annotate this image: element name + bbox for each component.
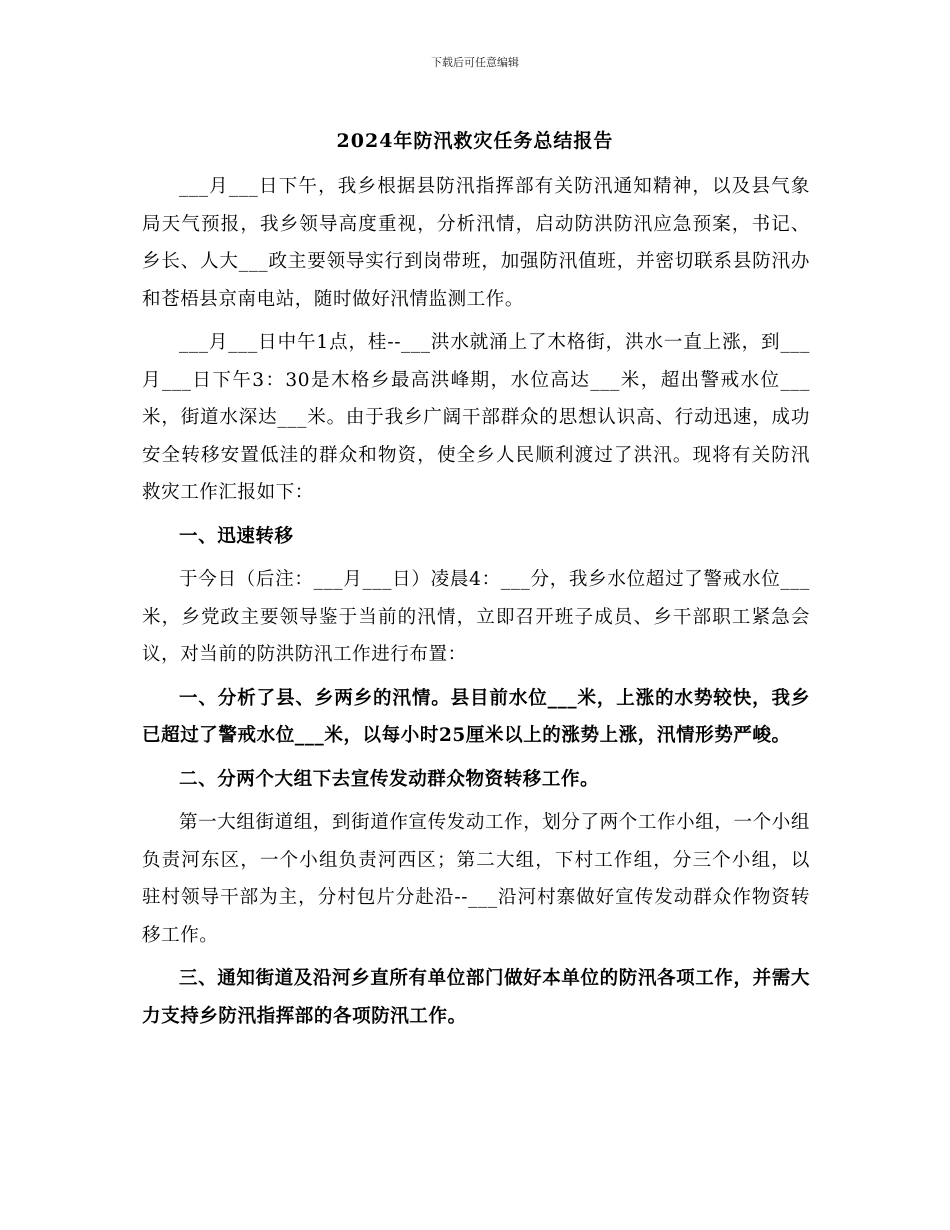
paragraph-group-details: 第一大组街道组，到街道作宣传发动工作，划分了两个工作小组，一个小组负责河东区，一个小组负责河西区；第二大组，下村工作组，分三个小组，以驻村领导干部为主，分村包片分赴沿--___沿河村寨做好宣传发动群众作物资转移工作。 [142,812,810,946]
paragraph-intro: ___月___日下午，我乡根据县防汛指挥部有关防汛通知精神，以及县气象局天气预报，我乡领导高度重视，分析汛情，启动防洪防汛应急预案，书记、乡长、人大___政主要领导实行到岗带班，加强防汛值班，并密切联系县防汛办和苍梧县京南电站，随时做好汛情监测工作。 [142,176,810,310]
header-note: 下载后可任意编辑 [431,56,519,69]
document-title: 2024年防汛救灾任务总结报告 [336,130,614,152]
document-body [142,168,810,1041]
section-heading-transfer: 一、迅速转移 [179,525,294,547]
paragraph-emergency-meeting: 于今日（后注：___月___日）凌晨4：___分，我乡水位超过了警戒水位___米，乡党政主要领导鉴于当前的汛情，立即召开班子成员、乡干部职工紧急会议，对当前的防洪防汛工作进行布置： [142,569,810,665]
paragraph-analysis: 一、分析了县、乡两乡的汛情。县目前水位___米，上涨的水势较快，我乡已超过了警戒水位___米，以每小时25厘米以上的涨势上涨，汛情形势严峻。 [142,687,810,746]
paragraph-two-groups: 二、分两个大组下去宣传发动群众物资转移工作。 [179,768,600,790]
paragraph-notify-units: 三、通知街道及沿河乡直所有单位部门做好本单位的防汛各项工作，并需大力支持乡防汛指挥部的各项防汛工作。 [142,968,810,1027]
paragraph-flood-situation: ___月___日中午1点，桂--___洪水就涌上了木格街，洪水一直上涨，到___月___日下午3：30是木格乡最高洪峰期，水位高达___米，超出警戒水位___米，街道水深达___米。由于我乡广阔干部群众的思想认识高、行动迅速，成功安全转移安置低洼的群众和物资，使全乡人民顺利渡过了洪汛。现将有关防汛救灾工作汇报如下： [142,332,810,503]
